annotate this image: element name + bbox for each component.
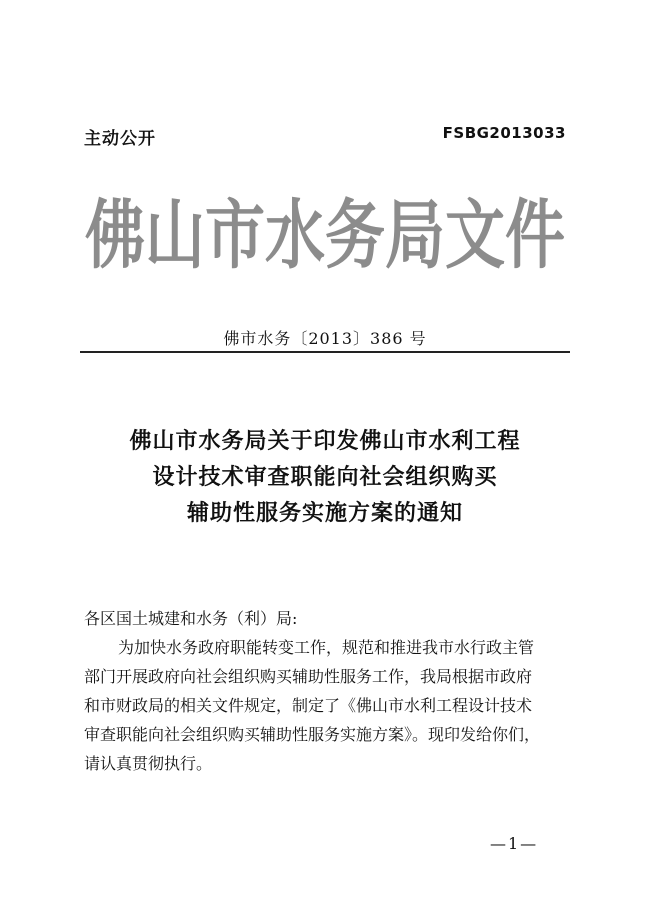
body-line: 审查职能向社会组织购买辅助性服务实施方案》。现印发给你们， <box>84 725 541 744</box>
notice-title-line: 设计技术审查职能向社会组织购买 <box>152 465 498 490</box>
page-number: —1— <box>490 834 539 853</box>
notice-body <box>84 604 574 778</box>
document-code: FSBG2013033 <box>442 124 566 142</box>
notice-title-line: 佛山市水务局关于印发佛山市水利工程 <box>129 429 521 454</box>
body-line: 为加快水务政府职能转变工作，规范和推进我市水行政主管 <box>118 638 535 657</box>
notice-title-line: 辅助性服务实施方案的通知 <box>186 501 463 526</box>
body-line: 部门开展政府向社会组织购买辅助性服务工作，我局根据市政府 <box>84 667 533 686</box>
masthead-title: 佛山市水务局文件 <box>85 192 565 280</box>
body-line: 请认真贯彻执行。 <box>84 754 213 773</box>
header-divider <box>80 351 570 353</box>
body-line: 和市财政局的相关文件规定，制定了《佛山市水利工程设计技术 <box>84 696 533 715</box>
document-number: 佛市水务〔2013〕386 号 <box>223 329 427 348</box>
addressee: 各区国土城建和水务（利）局: <box>84 609 298 628</box>
publicity-label: 主动公开 <box>84 129 156 149</box>
notice-title <box>80 424 570 532</box>
